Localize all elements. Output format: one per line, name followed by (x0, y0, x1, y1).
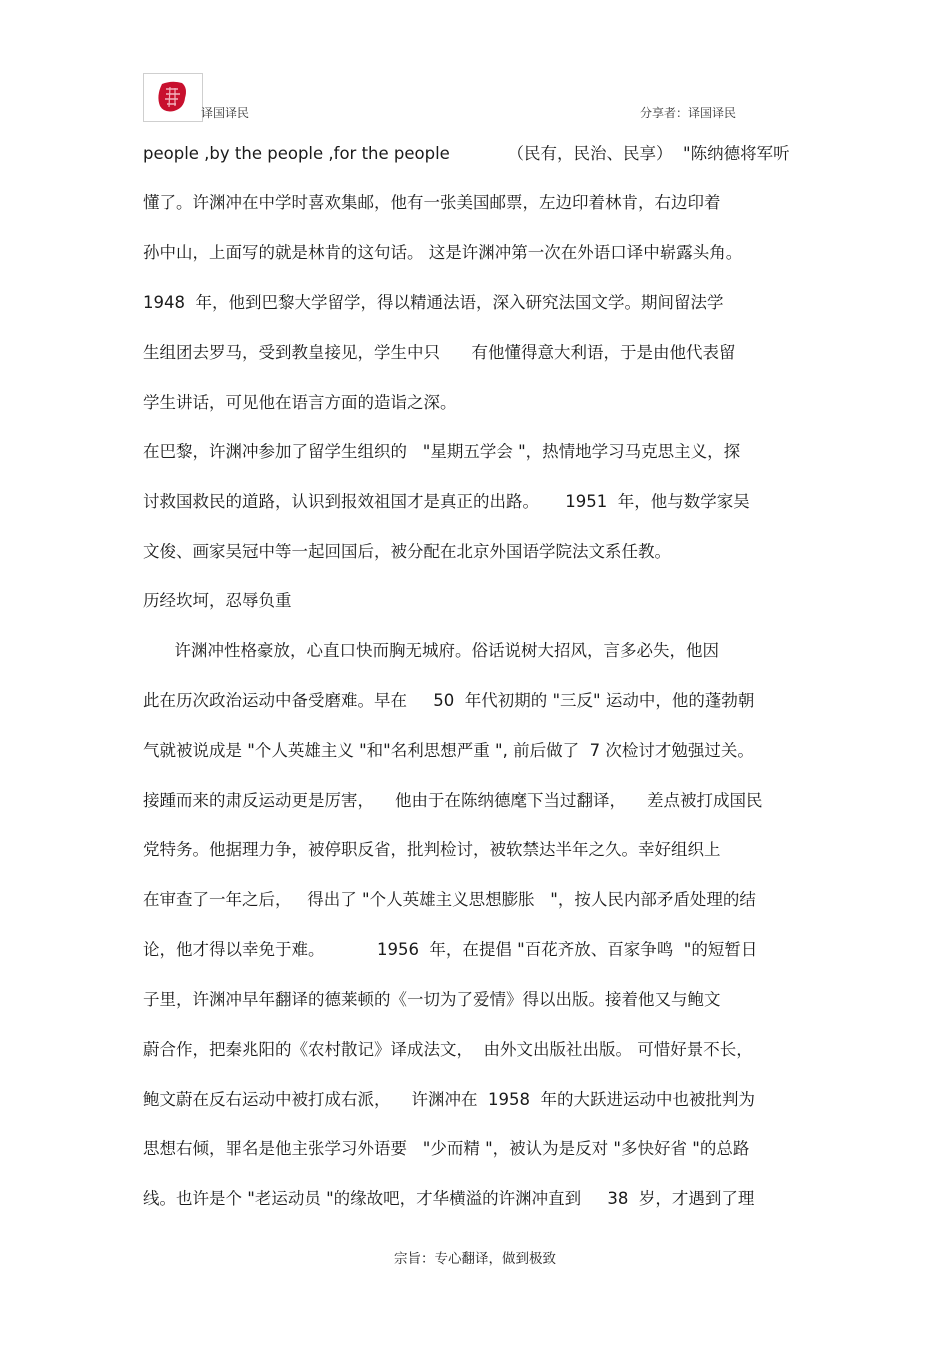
header-sharer: 分享者：译国译民 (640, 106, 737, 120)
body-line: 鲍文蔚在反右运动中被打成右派， 许渊冲在 1958 年的大跃进运动中也被批判为 (143, 1090, 755, 1109)
body-line: 孙中山，上面写的就是林肯的这句话。 这是许渊冲第一次在外语口译中崭露头角。 (143, 243, 743, 262)
body-line: 在巴黎，许渊冲参加了留学生组织的 "星期五学会 "，热情地学习马克思主义，探 (143, 442, 741, 461)
body-line: 懂了。许渊冲在中学时喜欢集邮，他有一张美国邮票，左边印着林肯，右边印着 (143, 193, 721, 212)
body-line: 气就被说成是 "个人英雄主义 "和"名利思想严重 ", 前后做了 7 次检讨才勉强过关。 (143, 741, 754, 760)
header-site-name: 译国译民 (201, 106, 250, 120)
body-line: 蔚合作，把秦兆阳的《农村散记》译成法文， 由外文出版社出版。 可惜好景不长， (143, 1040, 753, 1059)
body-line: 许渊冲性格豪放，心直口快而胸无城府。俗话说树大招风，言多必失，他因 (143, 641, 719, 660)
body-line: 讨救国救民的道路，认识到报效祖国才是真正的出路。 1951 年，他与数学家吴 (143, 492, 750, 511)
body-line: 生组团去罗马，受到教皇接见，学生中只 有他懂得意大利语，于是由他代表留 (143, 343, 736, 362)
body-line: 论，他才得以幸免于难。 1956 年，在提倡 "百花齐放、百家争鸣 "的短暂日 (143, 940, 758, 959)
seal-logo-icon (154, 80, 190, 114)
section-heading: 历经坎坷，忍辱负重 (143, 591, 292, 610)
body-line: 接踵而来的肃反运动更是厉害， 他由于在陈纳德麾下当过翻译， 差点被打成国民 (143, 791, 763, 810)
body-line: 文俊、画家吴冠中等一起回国后，被分配在北京外国语学院法文系任教。 (143, 542, 671, 561)
logo (143, 73, 203, 122)
body-line: 1948 年，他到巴黎大学留学，得以精通法语，深入研究法国文学。期间留法学 (143, 293, 724, 312)
body-line: 在审查了一年之后， 得出了 "个人英雄主义思想膨胀 "，按人民内部矛盾处理的结 (143, 890, 756, 909)
body-line: 线。也许是个 "老运动员 "的缘故吧，才华横溢的许渊冲直到 38 岁，才遇到了理 (143, 1189, 755, 1208)
body-line: 子里，许渊冲早年翻译的德莱顿的《一切为了爱情》得以出版。接着他又与鲍文 (143, 990, 721, 1009)
body-line: 此在历次政治运动中备受磨难。早在 50 年代初期的 "三反" 运动中，他的蓬勃朝 (143, 691, 755, 710)
body-line: 学生讲话，可见他在语言方面的造诣之深。 (143, 393, 457, 412)
body-line: 思想右倾，罪名是他主张学习外语要 "少而精 "，被认为是反对 "多快好省 "的总路 (143, 1139, 750, 1158)
body-line: 党特务。他据理力争，被停职反省，批判检讨，被软禁达半年之久。幸好组织上 (143, 840, 721, 859)
body-line: people ,by the people ,for the people （民有，民治、民享） "陈纳德将军听 (143, 144, 790, 163)
footer-motto: 宗旨：专心翻译，做到极致 (394, 1251, 556, 1267)
